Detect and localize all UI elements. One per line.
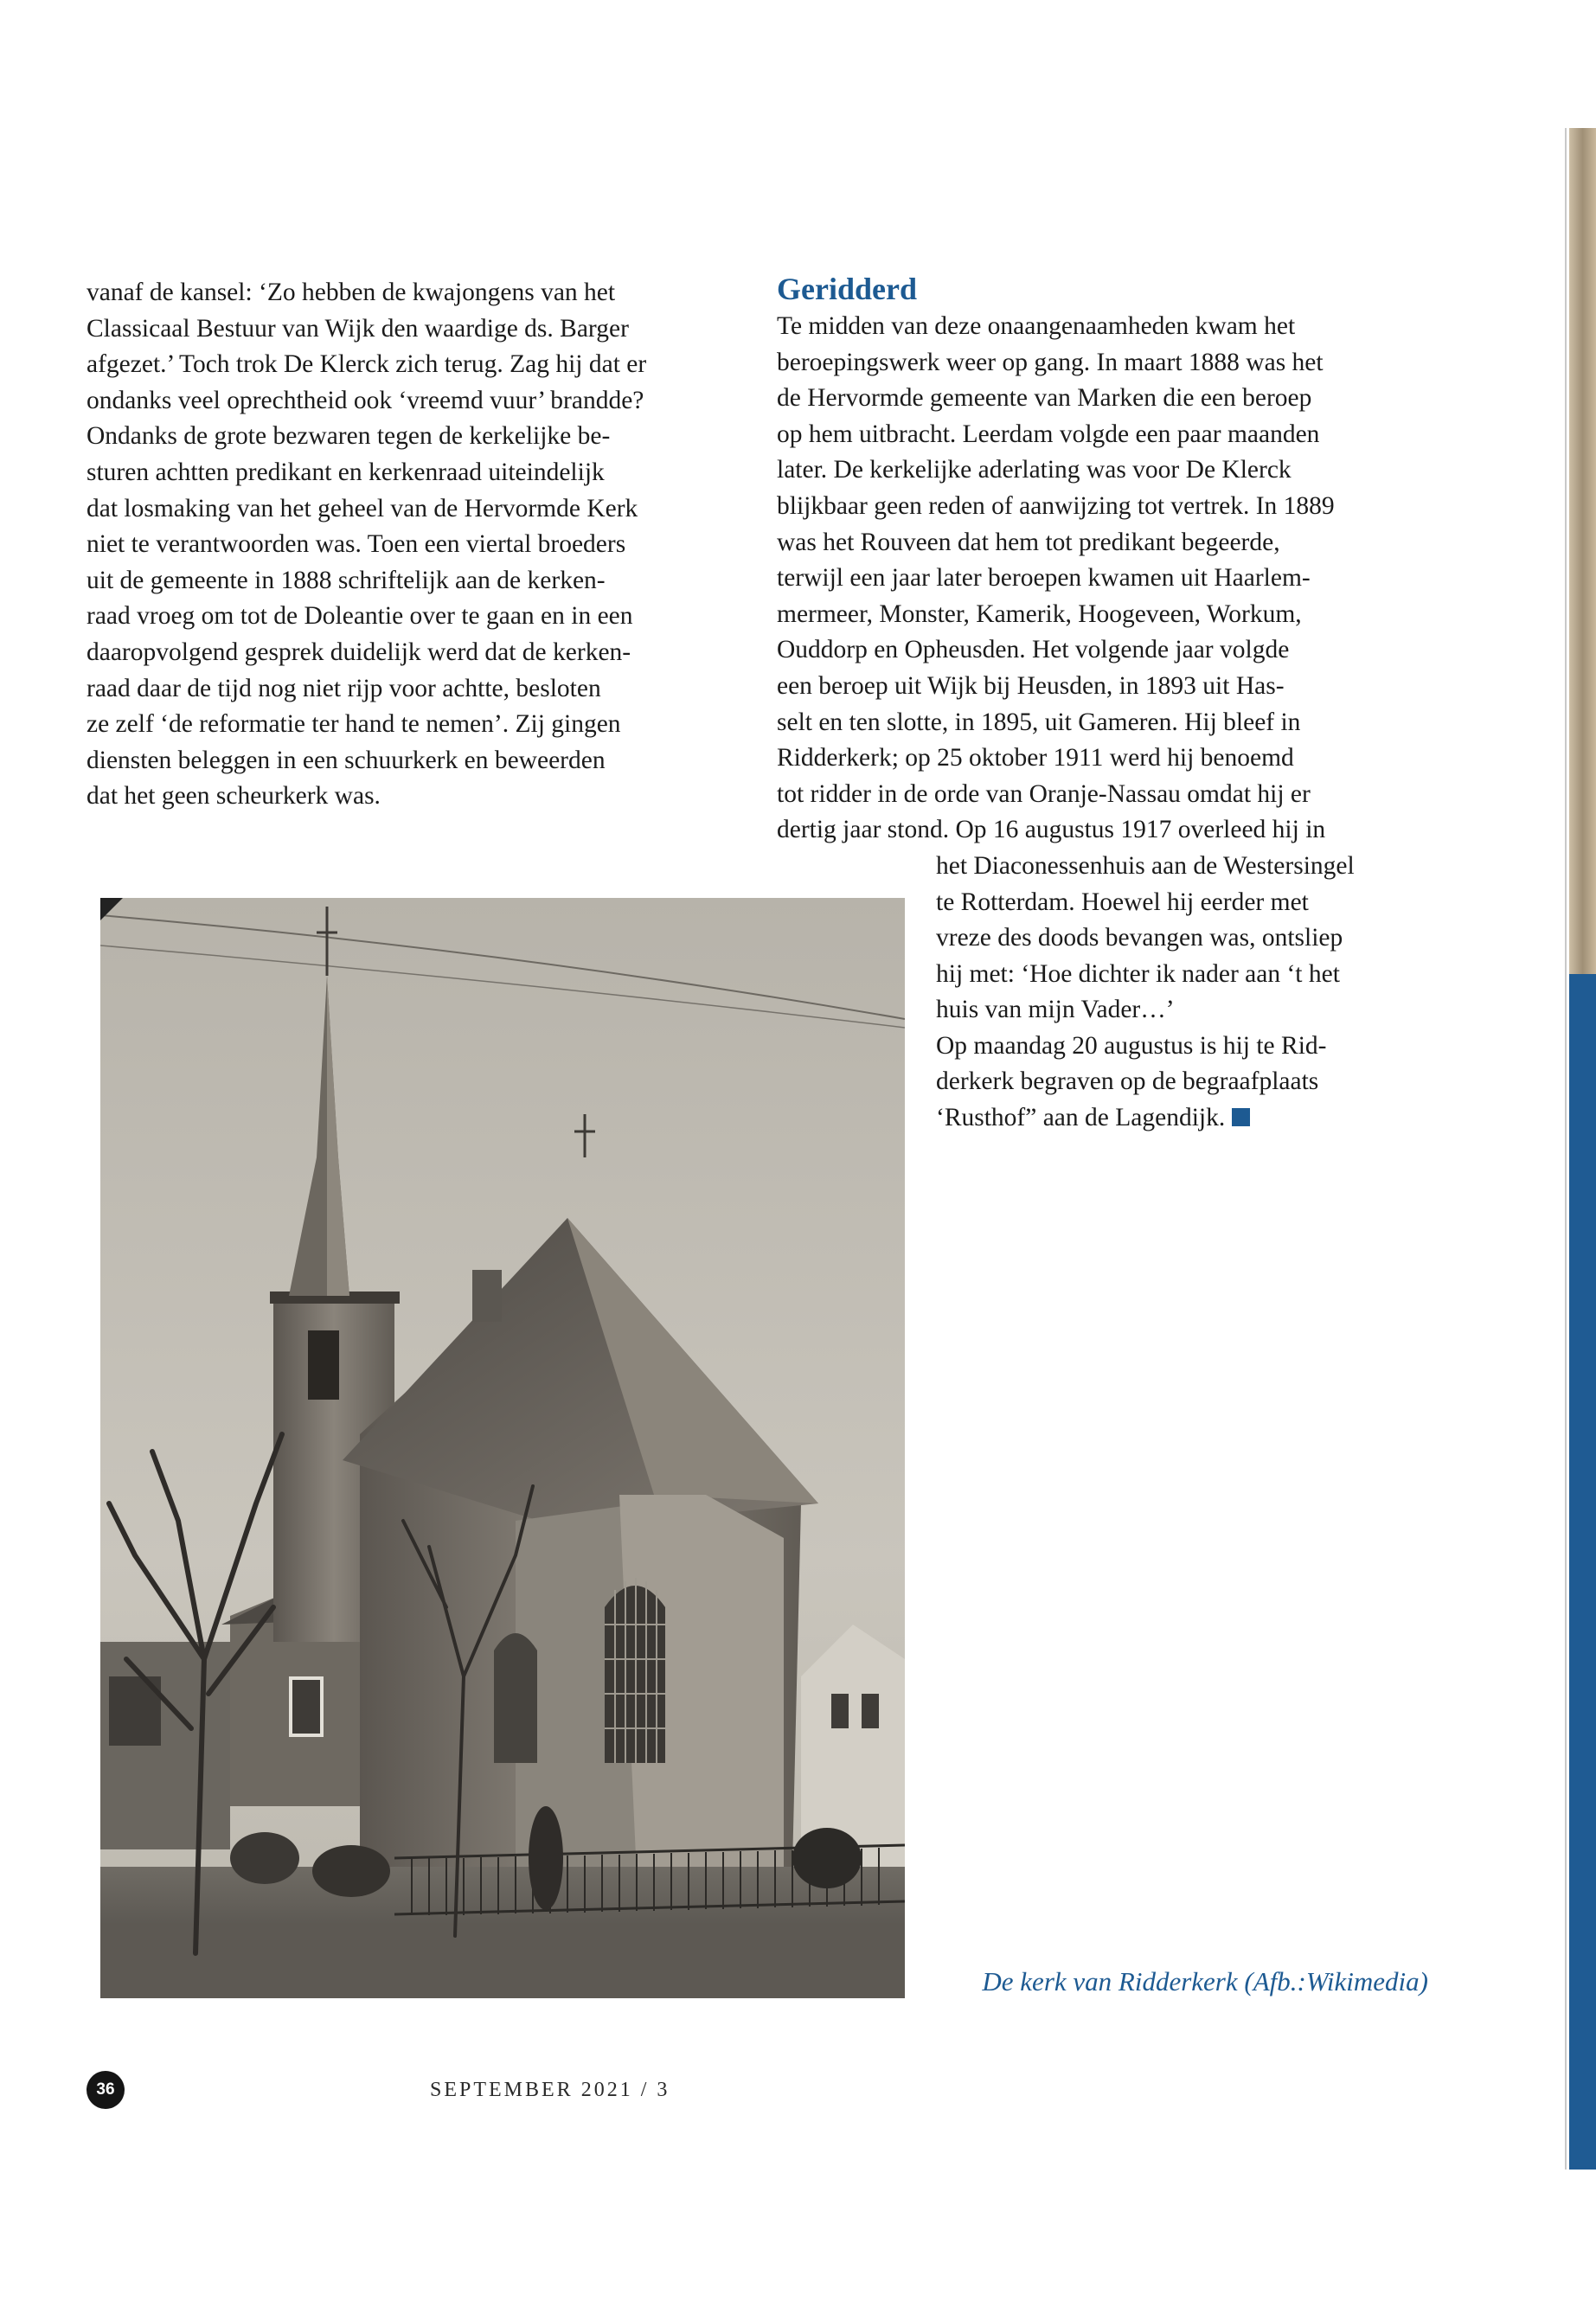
- text-line: tot ridder in de orde van Oranje-Nassau omdat hij er: [777, 779, 1311, 808]
- text-line: derkerk begraven op de begraafplaats: [936, 1067, 1319, 1096]
- next-page-edge-strip: [1569, 128, 1596, 2170]
- text-line: dat losmaking van het geheel van de Hervormde Kerk: [87, 494, 638, 522]
- photo-caption: De kerk van Ridderkerk (Afb.:Wikimedia): [982, 1966, 1428, 1997]
- text-line: Classicaal Bestuur van Wijk den waardige ds. Barger: [87, 314, 629, 343]
- text-line: de Hervormde gemeente van Marken die een beroep: [777, 384, 1312, 413]
- text-line: vanaf de kansel: ‘Zo hebben de kwajongens van het: [87, 279, 616, 306]
- text-line: op hem uitbracht. Leerdam volgde een paar maanden: [777, 420, 1320, 448]
- text-line: was het Rouveen dat hem tot predikant begeerde,: [777, 528, 1280, 556]
- right-column-paragraph: [777, 309, 1434, 849]
- text-line: raad vroeg om tot de Doleantie over te gaan en in een: [87, 602, 633, 631]
- text-line: daaropvolgend gesprek duidelijk werd dat de kerken-: [87, 638, 631, 666]
- end-of-article-square-icon: [1232, 1108, 1250, 1126]
- text-line: terwijl een jaar later beroepen kwamen uit Haarlem-: [777, 564, 1311, 593]
- church-photo: [100, 898, 905, 1998]
- text-line: ‘Rusthof” aan de Lagendijk.: [936, 1100, 1434, 1137]
- text-line: Op maandag 20 augustus is hij te Rid-: [936, 1031, 1327, 1060]
- left-column: [87, 275, 753, 815]
- text-line: het Diaconessenhuis aan de Westersingel: [936, 851, 1355, 880]
- text-line: afgezet.’ Toch trok De Klerck zich terug. Zag hij dat er: [87, 350, 647, 379]
- text-line: beroepingswerk weer op gang. In maart 1888 was het: [777, 348, 1324, 376]
- next-page-edge-photo: [1569, 128, 1596, 974]
- text-line: hij met: ‘Hoe dichter ik nader aan ‘t het: [936, 959, 1340, 988]
- text-line: blijkbaar geen reden of aanwijzing tot vertrek. In 1889: [777, 491, 1335, 520]
- text-line: diensten beleggen in een schuurkerk en beweerden: [87, 746, 606, 774]
- edge-divider-line: [1565, 128, 1567, 2170]
- text-line: Ridderkerk; op 25 oktober 1911 werd hij benoemd: [777, 744, 1294, 772]
- issue-label: SEPTEMBER 2021 / 3: [430, 2079, 670, 2101]
- text-line: raad daar de tijd nog niet rijp voor achtte, besloten: [87, 674, 601, 702]
- text-line: te Rotterdam. Hoewel hij eerder met: [936, 888, 1309, 916]
- text-line: Ouddorp en Opheusden. Het volgende jaar volgde: [777, 636, 1290, 664]
- page-number-badge: 36: [87, 2071, 125, 2109]
- text-line: mermeer, Monster, Kamerik, Hoogeveen, Workum,: [777, 599, 1302, 628]
- text-line: dat het geen scheurkerk was.: [87, 782, 381, 811]
- text-line: een beroep uit Wijk bij Heusden, in 1893 uit Has-: [777, 671, 1285, 700]
- text-line: vreze des doods bevangen was, ontsliep: [936, 924, 1343, 952]
- text-line: ze zelf ‘de reformatie ter hand te nemen’. Zij gingen: [87, 710, 621, 739]
- text-line: huis van mijn Vader…’: [936, 996, 1175, 1024]
- text-line: uit de gemeente in 1888 schriftelijk aan de kerken-: [87, 566, 606, 594]
- text-line: later. De kerkelijke aderlating was voor De Klerck: [777, 456, 1292, 484]
- text-line: dertig jaar stond. Op 16 augustus 1917 overleed hij in: [777, 816, 1326, 844]
- next-page-edge-blue-band: [1569, 974, 1596, 2170]
- section-heading: Geridderd: [777, 272, 917, 306]
- text-line: Te midden van deze onaangenaamheden kwam het: [777, 312, 1296, 340]
- left-column-paragraph: [87, 275, 753, 815]
- text-line: ondanks veel oprechtheid ook ‘vreemd vuur’ brandde?: [87, 386, 644, 414]
- text-line: niet te verantwoorden was. Toen een viertal broeders: [87, 530, 626, 559]
- text-line: selt en ten slotte, in 1895, uit Gameren. Hij bleef in: [777, 708, 1301, 736]
- text-line: sturen achtten predikant en kerkenraad uiteindelijk: [87, 458, 605, 486]
- text-line: Ondanks de grote bezwaren tegen de kerkelijke be-: [87, 422, 611, 451]
